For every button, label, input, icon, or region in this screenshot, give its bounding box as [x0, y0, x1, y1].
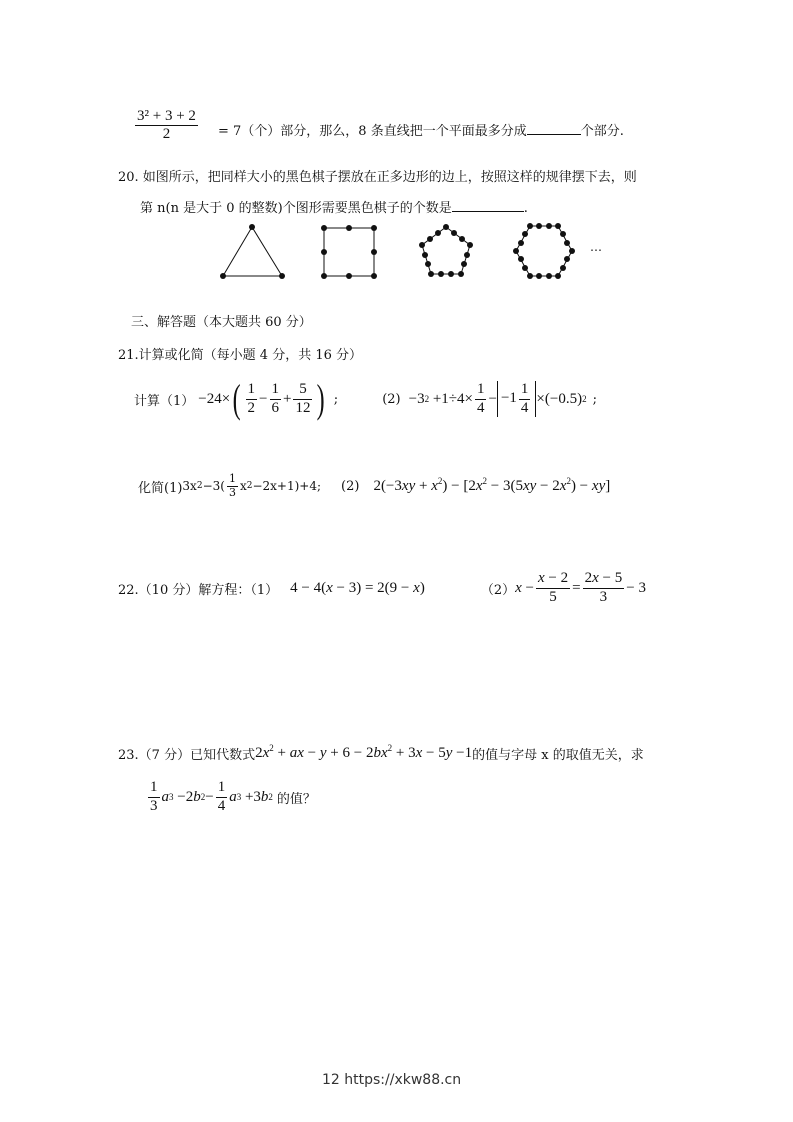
q23-expression: $2x^2$ + ax − $y + 6 - 2bx^2 + 3x - 5y -1$ [255, 743, 473, 761]
q20-line2 [140, 197, 528, 216]
q19-text-suffix: 个部分. [580, 124, 624, 139]
q22-equation2: x − $\frac{x - 2}{5}$ = $\frac{2x - 5}{3}$ − 3 [515, 570, 646, 605]
q21-calc-expr2: −3 2 +1÷4× $\frac{1}{4}$ − −1 $\frac{1}{4}$ ×(−0.5) 2 [408, 381, 587, 416]
q21-simplify-p2-label: (2) [341, 478, 360, 494]
q21-calc-row [134, 372, 597, 426]
q20-line1: 20. 如图所示，把同样大小的黑色棋子摆放在正多边形的边上，按照这样的规律摆下去，则 [118, 170, 637, 185]
q20-line2-suffix: . [523, 201, 528, 216]
hexagon-figure [513, 223, 575, 279]
q21-calc-semicolon2: ; [592, 391, 597, 407]
q23-line1-prefix: 23.（7 分）已知代数式 [118, 748, 256, 763]
q19-fraction [133, 108, 200, 144]
q21-simplify-expr1: 3x 2 −3( $\frac{1}{3}$ x 2 −2x+1)+4; [182, 471, 322, 499]
q22-p2-label: （2） [480, 582, 516, 598]
q22-title: 22.（10 分）解方程：（1） [118, 582, 279, 598]
section3-title: 三、解答题（本大题共 60 分） [131, 315, 312, 330]
q22-row [118, 566, 646, 610]
q19-text-prefix: = 7（个）部分，那么，8 条直线把一个平面最多分成 [218, 124, 527, 139]
q21-calc-label: 计算（1） [134, 393, 195, 409]
q23-line2 [146, 775, 316, 819]
triangle-figure [220, 224, 285, 279]
q23-line1 [118, 744, 644, 763]
q21-calc-expr1: −24× ( $\frac{1}{2}$ − $\frac{1}{6}$ + $\frac{5}{12}$ ) [198, 376, 326, 421]
q21-calc-semicolon1: ; [333, 391, 339, 407]
q23-line2-suffix: 的值？ [276, 791, 316, 807]
q22-equation1: 4 − 4(x − 3) = 2(9 − x) [290, 579, 425, 596]
pentagon-figure [419, 224, 473, 277]
q20-ellipsis: … [590, 240, 602, 254]
square-figure [321, 225, 377, 279]
q23-line1-suffix: 的值与字母 x 的取值无关，求 [472, 748, 644, 763]
q21-simplify-label: 化简(1) [138, 480, 183, 496]
q20-line2-prefix: 第 n(n 是大于 0 的整数)个图形需要黑色棋子的个数是 [140, 201, 452, 216]
q21-simplify-expr2: $2(-3xy + x^2) - [2x^2 - 3(5xy - 2x^2) - xy]$ [373, 475, 611, 494]
q19-frac-den: 2 [162, 126, 171, 143]
q21-simplify-row [138, 466, 610, 506]
q19-frac-num: 3² + 3 + 2 [135, 108, 198, 126]
q23-target-expression: $\frac{1}{3}$ a 3 −2 b 2 − $\frac{1}{4}$ a 3 +3 b 2 [150, 779, 273, 814]
q21-calc-p2-label: (2) [382, 391, 401, 407]
q20-polygon-figure [210, 215, 610, 287]
q20-answer-blank[interactable] [452, 199, 524, 212]
q21-title: 21.计算或化简（每小题 4 分，共 16 分） [118, 348, 363, 363]
page-footer: 12 https://xkw88.cn [322, 1072, 462, 1088]
q19-tail-text [218, 120, 624, 139]
q19-answer-blank[interactable] [527, 122, 581, 135]
